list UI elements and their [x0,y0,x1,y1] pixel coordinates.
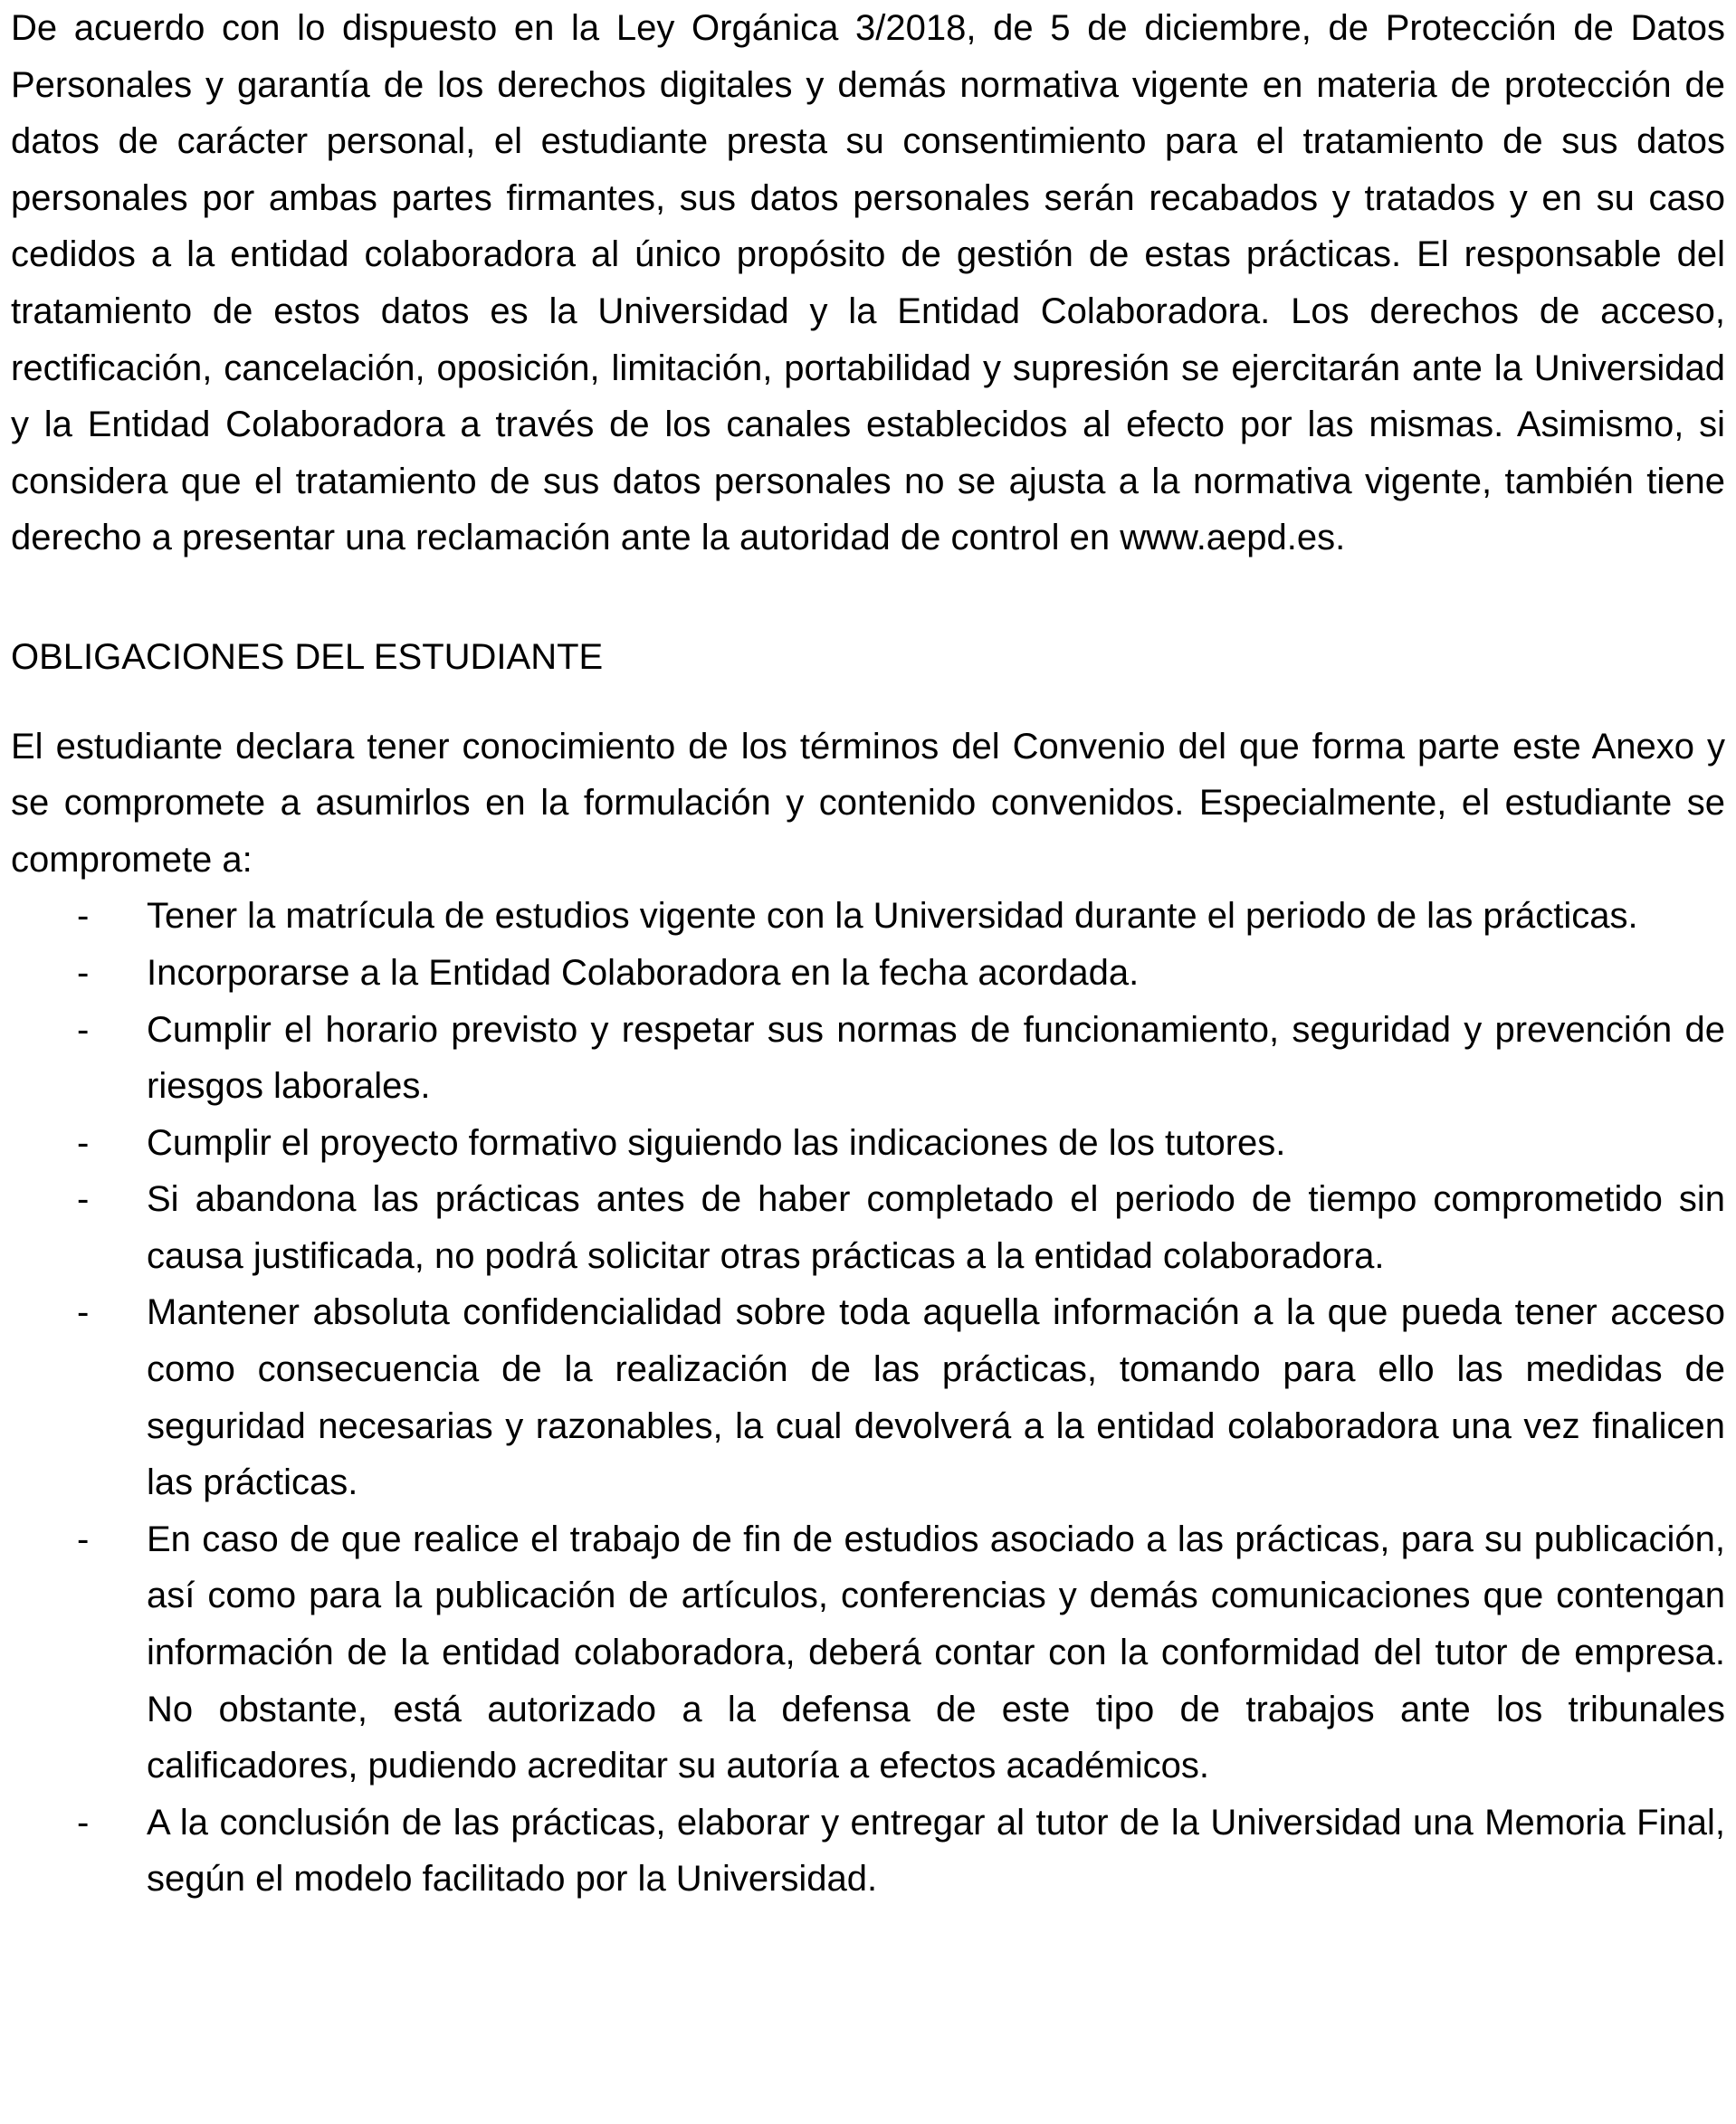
list-item-text: Si abandona las prácticas antes de haber completado el periodo de tiempo comprometido sin causa justificada, no podrá solicitar otras prácticas a la entidad colaboradora. [147,1179,1725,1276]
list-item [11,888,1725,945]
list-item-text: En caso de que realice el trabajo de fin de estudios asociado a las prácticas, para su publicación, así como para la publicación de artículos, conferencias y demás comunicaciones que contengan información de la entidad colaboradora, deberá contar con la conformidad del tutor de empresa. No obstante, está autorizado a la defensa de este tipo de trabajos ante los tribunales calificadores, pudiendo acreditar su autoría a efectos académicos. [147,1519,1725,1786]
obligations-list [11,888,1725,1908]
bullet-dash: - [77,1122,90,1163]
list-item [11,1171,1725,1284]
list-item [11,1002,1725,1115]
list-item-text: Cumplir el horario previsto y respetar sus normas de funcionamiento, seguridad y prevención de riesgos laborales. [147,1009,1725,1107]
list-item-text: A la conclusión de las prácticas, elaborar y entregar al tutor de la Universidad una Memoria Final, según el modelo facilitado por la Universidad. [147,1802,1725,1900]
bullet-dash: - [77,1292,90,1333]
list-item [11,945,1725,1002]
list-item-text: Mantener absoluta confidencialidad sobre toda aquella información a la que pueda tener acceso como consecuencia de la realización de las prácticas, tomando para ello las medidas de seguridad necesarias y razonables, la cual devolverá a la entidad colaboradora una vez finalicen las prácticas. [147,1292,1725,1503]
document-page [11,0,1725,1908]
section-heading-student-obligations: OBLIGACIONES DEL ESTUDIANTE [11,636,604,677]
list-item [11,1511,1725,1795]
data-protection-paragraph: De acuerdo con lo dispuesto en la Ley Orgánica 3/2018, de 5 de diciembre, de Protección de Datos Personales y garantía de los derechos digitales y demás normativa vigente en materia de protección de datos de carácter personal, el estudiante presta su consentimiento para el tratamiento de sus datos personales por ambas partes firmantes, sus datos personales serán recabados y tratados y en su caso cedidos a la entidad colaboradora al único propósito de gestión de estas prácticas. El responsable del tratamiento de estos datos es la Universidad y la Entidad Colaboradora. Los derechos de acceso, rectificación, cancelación, oposición, limitación, portabilidad y supresión se ejercitarán ante la Universidad y la Entidad Colaboradora a través de los canales establecidos al efecto por las mismas. Asimismo, si considera que el tratamiento de sus datos personales no se ajusta a la normativa vigente, también tiene derecho a presentar una reclamación ante la autoridad de control en www.aepd.es. [11,8,1725,558]
list-item-text: Tener la matrícula de estudios vigente con la Universidad durante el periodo de las prácticas. [147,896,1638,937]
bullet-dash: - [77,1179,90,1220]
bullet-dash: - [77,952,90,993]
list-item-text: Cumplir el proyecto formativo siguiendo las indicaciones de los tutores. [147,1122,1286,1163]
bullet-dash: - [77,1802,90,1843]
bullet-dash: - [77,1519,90,1559]
bullet-dash: - [77,1009,90,1050]
list-item [11,1284,1725,1510]
list-item-text: Incorporarse a la Entidad Colaboradora en la fecha acordada. [147,952,1140,993]
bullet-dash: - [77,896,90,937]
list-item [11,1115,1725,1172]
obligations-intro-paragraph: El estudiante declara tener conocimiento de los términos del Convenio del que forma parte este Anexo y se compromete a asumirlos en la formulación y contenido convenidos. Especialmente, el estudiante se compromete a: [11,726,1725,880]
list-item [11,1795,1725,1908]
